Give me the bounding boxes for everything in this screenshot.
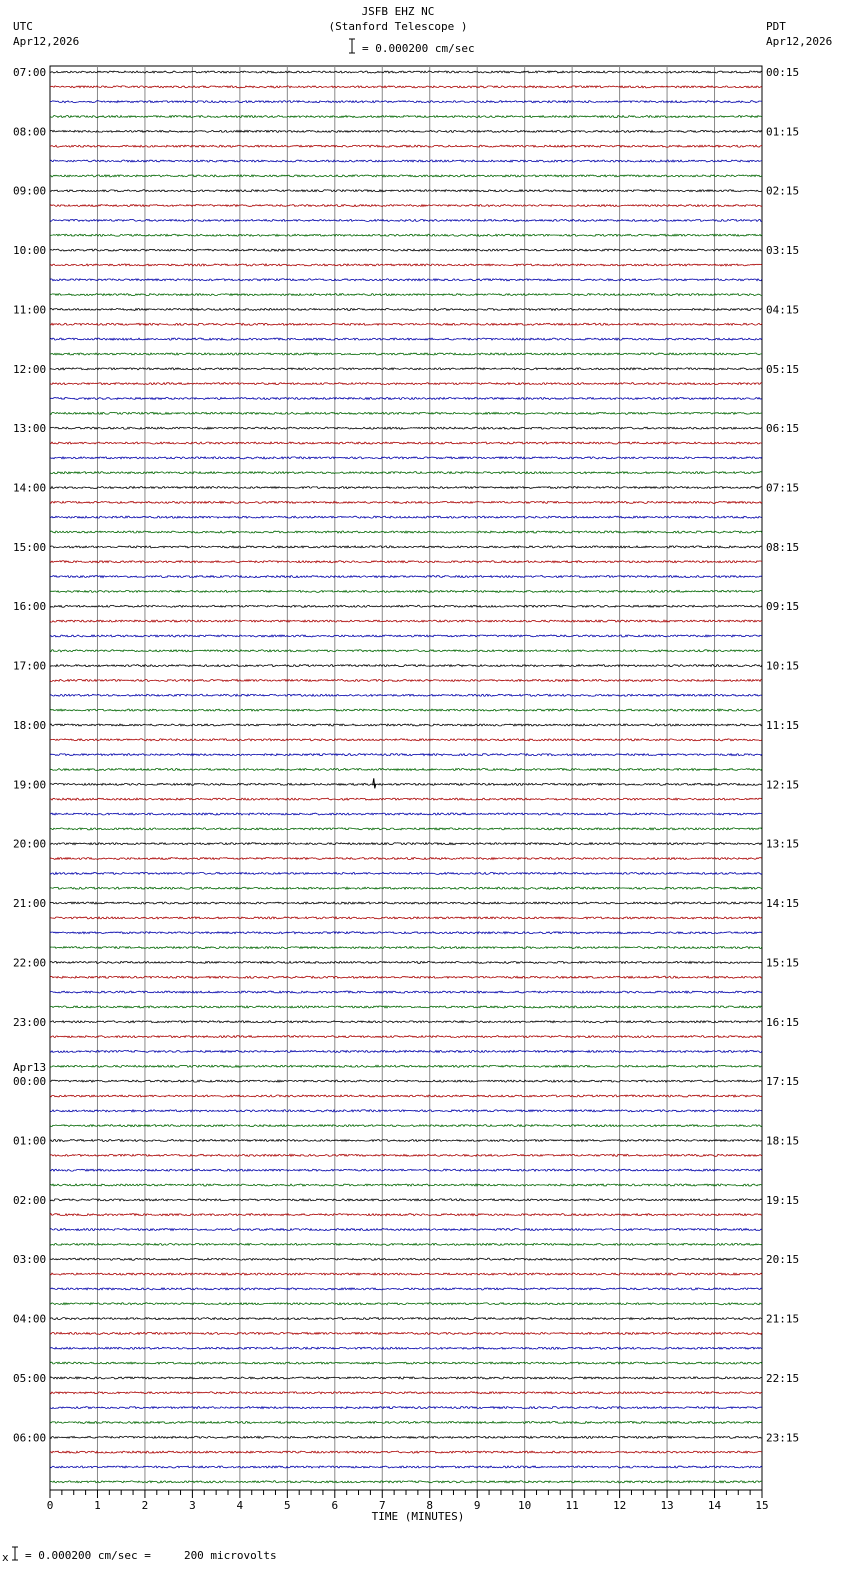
seismic-trace [50, 858, 762, 860]
seismic-trace [50, 205, 762, 207]
seismic-trace [50, 501, 762, 503]
pdt-hour-label: 11:15 [766, 718, 800, 732]
seismic-trace [50, 1347, 762, 1349]
utc-hour-label: 13:00 [13, 422, 47, 436]
pdt-hour-label: 14:15 [766, 897, 800, 911]
seismic-trace [50, 1229, 762, 1231]
seismic-trace [50, 932, 762, 934]
seismic-trace [50, 546, 762, 548]
footer-scale-note: = 0.000200 cm/sec = 200 microvolts [25, 1549, 277, 1562]
pdt-hour-label: 19:15 [766, 1193, 800, 1207]
seismic-trace [50, 160, 762, 162]
utc-hour-label: 23:00 [13, 1015, 47, 1029]
seismic-trace [50, 769, 762, 771]
seismic-trace [50, 353, 762, 355]
seismic-trace [50, 249, 762, 251]
seismic-trace [50, 1362, 762, 1364]
seismic-trace [50, 650, 762, 652]
seismic-trace [50, 531, 762, 533]
utc-hour-label: 01:00 [13, 1134, 47, 1148]
utc-hour-labels [13, 66, 46, 1444]
utc-hour-label: 15:00 [13, 540, 47, 554]
x-tick-label: 10 [518, 1499, 532, 1512]
footer-marker: x [2, 1551, 9, 1564]
utc-hour-label: 16:00 [13, 600, 47, 614]
utc-hour-label: 07:00 [13, 66, 47, 79]
pdt-hour-label: 04:15 [766, 303, 800, 317]
left-timezone: UTC [13, 20, 33, 33]
seismic-trace [50, 872, 762, 874]
seismic-trace [50, 175, 762, 177]
seismic-trace [50, 739, 762, 741]
pdt-hour-label: 16:15 [766, 1015, 800, 1029]
utc-hour-label: 04:00 [13, 1312, 47, 1326]
event-spike [373, 778, 376, 788]
pdt-hour-label: 18:15 [766, 1134, 800, 1148]
seismic-trace [50, 1288, 762, 1290]
pdt-hour-label: 20:15 [766, 1253, 800, 1267]
utc-hour-label: 05:00 [13, 1371, 47, 1385]
seismic-trace [50, 1006, 762, 1008]
seismic-trace [50, 1184, 762, 1186]
seismic-trace [50, 561, 762, 563]
pdt-hour-label: 02:15 [766, 184, 800, 198]
seismic-trace [50, 887, 762, 889]
x-tick-label: 9 [473, 1499, 481, 1512]
seismic-trace [50, 264, 762, 266]
utc-hour-label: 03:00 [13, 1253, 47, 1267]
utc-hour-label: 02:00 [13, 1193, 47, 1207]
x-tick-label: 12 [612, 1499, 627, 1512]
seismic-trace [50, 1318, 762, 1320]
seismic-trace [50, 961, 762, 963]
x-tick-label: 5 [284, 1499, 291, 1512]
seismic-trace [50, 843, 762, 845]
seismic-trace [50, 709, 762, 711]
pdt-hour-label: 21:15 [766, 1312, 800, 1326]
footer-scale-icon [12, 1547, 18, 1560]
seismic-trace [50, 1214, 762, 1216]
seismic-trace [50, 308, 762, 310]
pdt-hour-label: 23:15 [766, 1431, 800, 1445]
seismic-trace [50, 783, 762, 785]
x-tick-label: 11 [565, 1499, 579, 1512]
station-location: (Stanford Telescope ) [328, 20, 468, 33]
pdt-hour-label: 05:15 [766, 362, 800, 376]
seismic-trace [50, 1392, 762, 1394]
pdt-hour-label: 22:15 [766, 1371, 800, 1385]
pdt-hour-label: 17:15 [766, 1075, 800, 1089]
seismic-trace [50, 101, 762, 103]
seismic-trace [50, 516, 762, 518]
seismic-trace [50, 620, 762, 622]
seismic-trace [50, 116, 762, 118]
seismic-traces [50, 71, 762, 1483]
pdt-hour-label: 01:15 [766, 125, 800, 139]
seismic-trace [50, 1021, 762, 1023]
x-tick-label: 2 [141, 1499, 149, 1512]
seismic-trace [50, 1451, 762, 1453]
seismic-trace [50, 71, 762, 73]
seismic-trace [50, 947, 762, 949]
seismic-trace [50, 1377, 762, 1379]
seismic-trace [50, 279, 762, 281]
utc-hour-label: 08:00 [13, 125, 47, 139]
seismic-trace [50, 694, 762, 696]
seismic-trace [50, 338, 762, 340]
x-tick-label: 14 [707, 1499, 722, 1512]
seismic-trace [50, 1243, 762, 1245]
x-tick-label: 3 [189, 1499, 196, 1512]
seismic-trace [50, 1095, 762, 1097]
seismic-trace [50, 368, 762, 370]
seismic-trace [50, 1421, 762, 1423]
utc-hour-label: 21:00 [13, 897, 47, 911]
seismic-trace [50, 724, 762, 726]
seismic-trace [50, 1436, 762, 1438]
seismic-trace [50, 1125, 762, 1127]
seismic-trace [50, 1407, 762, 1409]
seismic-trace [50, 1303, 762, 1305]
seismic-trace [50, 576, 762, 578]
seismic-trace [50, 1050, 762, 1052]
utc-hour-label: 11:00 [13, 303, 47, 317]
x-tick-label: 6 [331, 1499, 339, 1512]
seismic-trace [50, 1258, 762, 1260]
utc-hour-label: 19:00 [13, 778, 47, 792]
seismic-trace [50, 86, 762, 88]
seismic-trace [50, 427, 762, 429]
pdt-hour-label: 09:15 [766, 600, 800, 614]
pdt-hour-label: 10:15 [766, 659, 800, 673]
seismic-trace [50, 398, 762, 400]
seismic-trace [50, 323, 762, 325]
scale-bar-icon [349, 39, 355, 53]
x-axis-label: TIME (MINUTES) [371, 1510, 465, 1523]
x-tick-label: 1 [94, 1499, 101, 1512]
utc-hour-label: 22:00 [13, 956, 47, 970]
seismic-trace [50, 1154, 762, 1156]
pdt-hour-label: 08:15 [766, 540, 800, 554]
scale-label: = 0.000200 cm/sec [362, 42, 475, 55]
pdt-hour-label: 00:15 [766, 66, 800, 79]
seismic-trace [50, 902, 762, 904]
utc-hour-label: 00:00 [13, 1075, 47, 1089]
seismic-trace [50, 605, 762, 607]
pdt-hour-label: 03:15 [766, 244, 800, 258]
seismic-trace [50, 234, 762, 236]
seismic-trace [50, 1080, 762, 1082]
seismic-trace [50, 991, 762, 993]
seismic-trace [50, 1466, 762, 1468]
x-tick-label: 4 [236, 1499, 244, 1512]
x-axis [47, 1490, 769, 1512]
seismic-trace [50, 679, 762, 681]
x-tick-label: 0 [46, 1499, 54, 1512]
seismic-trace [50, 754, 762, 756]
utc-hour-label: 09:00 [13, 184, 47, 198]
x-tick-label: 13 [660, 1499, 674, 1512]
seismic-trace [50, 917, 762, 919]
seismic-trace [50, 1140, 762, 1142]
right-date: Apr12,2026 [766, 35, 833, 48]
utc-hour-label: 06:00 [13, 1431, 47, 1445]
pdt-hour-label: 13:15 [766, 837, 800, 851]
utc-hour-label: 14:00 [13, 481, 47, 495]
seismic-trace [50, 1065, 762, 1067]
date-change-label: Apr13 [13, 1061, 47, 1075]
utc-hour-label: 12:00 [13, 362, 47, 376]
station-title: JSFB EHZ NC [361, 5, 435, 18]
seismic-trace [50, 635, 762, 637]
right-timezone: PDT [766, 20, 786, 33]
x-tick-label: 15 [755, 1499, 769, 1512]
utc-hour-label: 10:00 [13, 244, 47, 258]
pdt-hour-label: 12:15 [766, 778, 800, 792]
seismic-trace [50, 1199, 762, 1201]
pdt-hour-label: 06:15 [766, 422, 800, 436]
left-date: Apr12,2026 [13, 35, 80, 48]
utc-hour-label: 20:00 [13, 837, 47, 851]
x-tick-label: 7 [378, 1499, 386, 1512]
seismic-trace [50, 145, 762, 147]
seismic-trace [50, 472, 762, 474]
pdt-hour-label: 07:15 [766, 481, 800, 495]
seismic-trace [50, 1169, 762, 1171]
seismic-trace [50, 383, 762, 385]
seismic-trace [50, 1332, 762, 1334]
seismic-trace [50, 828, 762, 830]
seismic-trace [50, 798, 762, 800]
pdt-hour-labels [766, 66, 799, 1444]
x-tick-label: 8 [426, 1499, 434, 1512]
seismic-trace [50, 130, 762, 132]
seismic-trace [50, 190, 762, 192]
seismic-trace [50, 1110, 762, 1112]
seismic-trace [50, 219, 762, 221]
seismic-trace [50, 442, 762, 444]
utc-hour-label: 18:00 [13, 718, 47, 732]
seismic-trace [50, 294, 762, 296]
seismic-trace [50, 813, 762, 815]
seismic-trace [50, 665, 762, 667]
seismic-trace [50, 1273, 762, 1275]
pdt-hour-label: 15:15 [766, 956, 800, 970]
seismic-trace [50, 412, 762, 414]
seismic-trace [50, 590, 762, 592]
seismic-trace [50, 457, 762, 459]
seismic-trace [50, 1036, 762, 1038]
utc-hour-label: 17:00 [13, 659, 47, 673]
seismic-trace [50, 1481, 762, 1483]
seismic-trace [50, 487, 762, 489]
seismic-trace [50, 976, 762, 978]
